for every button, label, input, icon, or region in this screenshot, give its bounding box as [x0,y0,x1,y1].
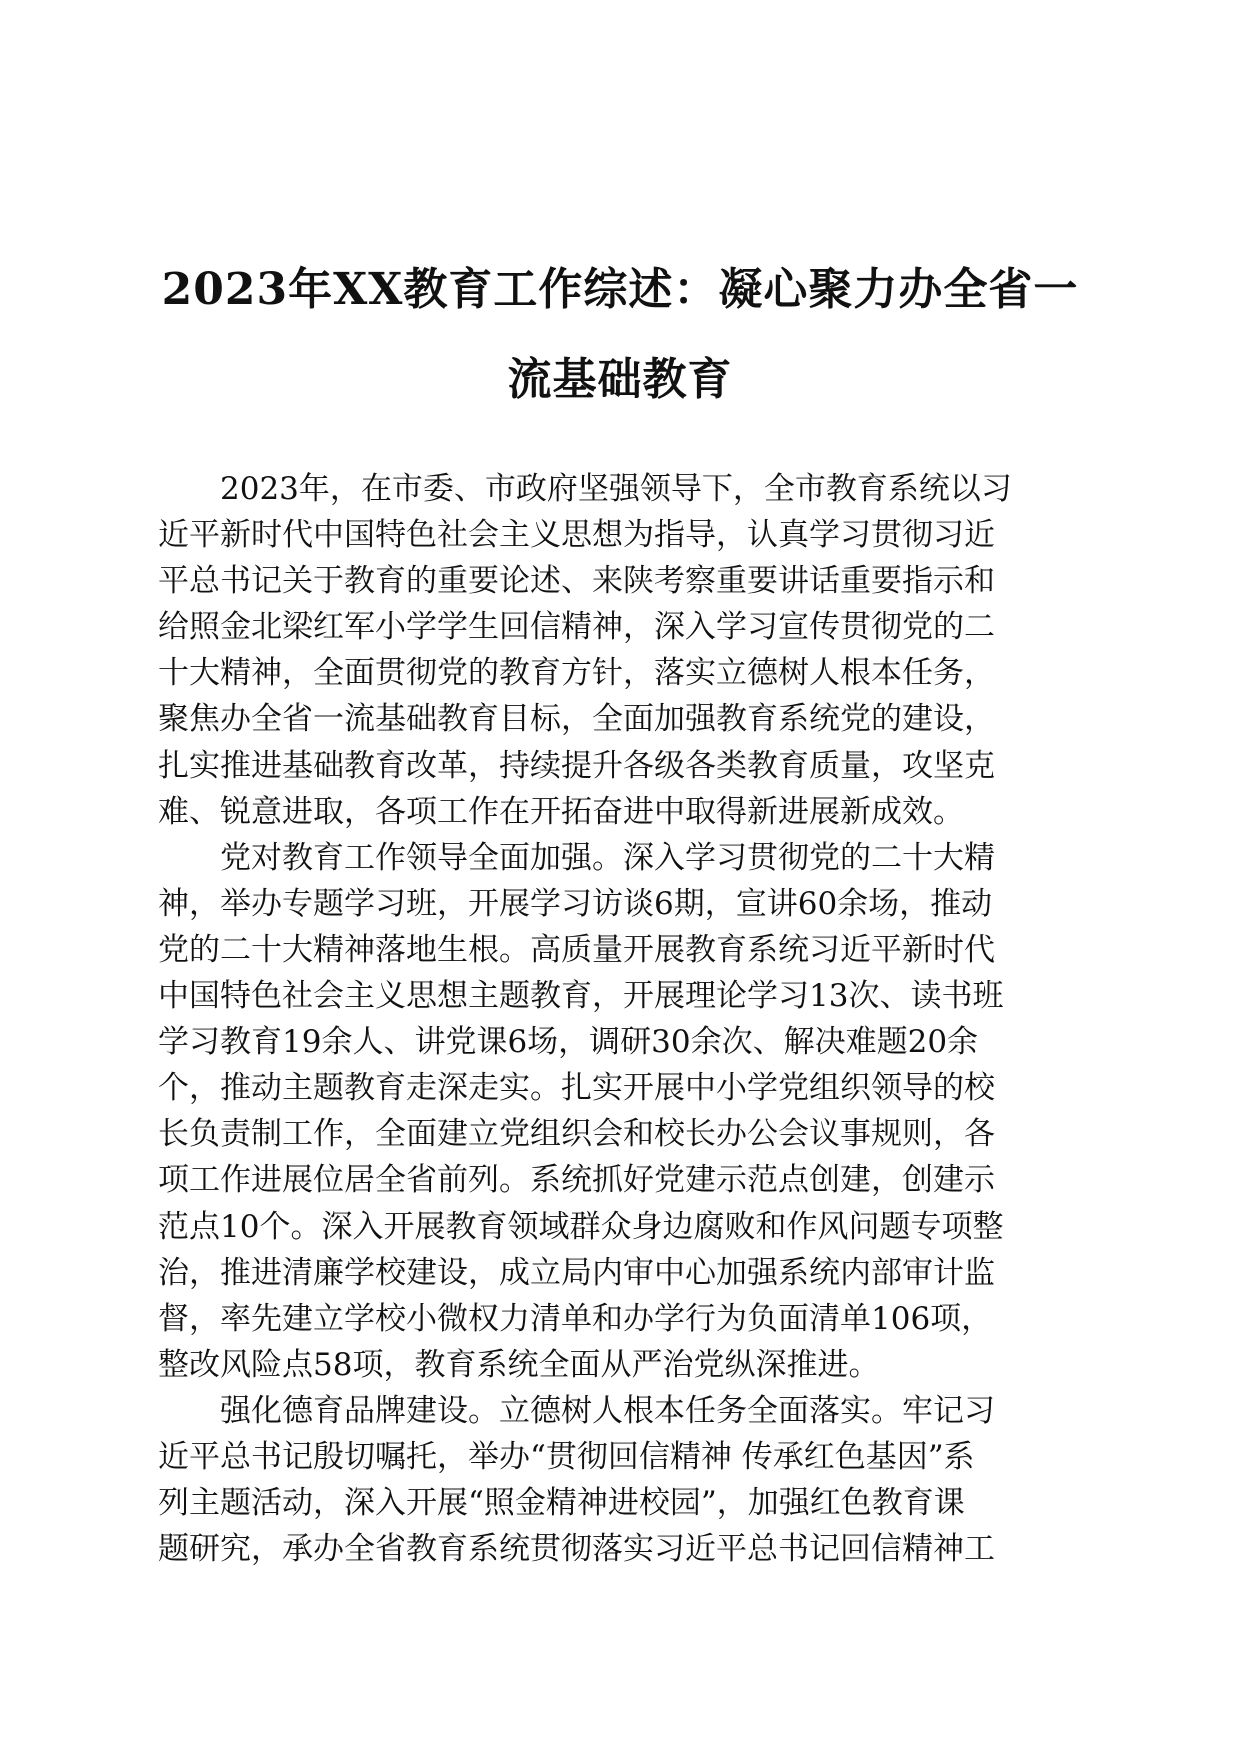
text-line: 近平总书记殷切嘱托，举办“贯彻回信精神 传承红色基因”系 [158,1438,975,1475]
text-line: 范点10个。深入开展教育领域群众身边腐败和作风问题专项整 [158,1208,1004,1245]
text-line: 平总书记关于教育的重要论述、来陕考察重要讲话重要指示和 [158,563,995,600]
text-line: 聚焦办全省一流基础教育目标，全面加强教育系统党的建设， [158,701,995,738]
text-line: 督，率先建立学校小微权力清单和办学行为负面清单106项， [158,1300,993,1337]
text-line: 党对教育工作领导全面加强。深入学习贯彻党的二十大精 [220,839,995,876]
title-line-2: 流基础教育 [507,354,733,405]
text-line: 强化德育品牌建设。立德树人根本任务全面落实。牢记习 [220,1392,995,1429]
text-line: 长负责制工作，全面建立党组织会和校长办公会议事规则，各 [158,1116,995,1153]
text-line: 给照金北梁红军小学学生回信精神，深入学习宣传贯彻党的二 [158,609,995,646]
title-line-1: 2023年XX教育工作综述：凝心聚力办全省一 [161,264,1079,315]
text-line: 题研究，承办全省教育系统贯彻落实习近平总书记回信精神工 [158,1531,995,1568]
text-line: 中国特色社会主义思想主题教育，开展理论学习13次、读书班 [158,978,1004,1015]
text-line: 个，推动主题教育走深走实。扎实开展中小学党组织领导的校 [158,1070,995,1107]
text-line: 治，推进清廉学校建设，成立局内审中心加强系统内部审计监 [158,1254,995,1291]
text-line: 十大精神，全面贯彻党的教育方针，落实立德树人根本任务， [158,655,995,692]
document-body [158,466,1084,1572]
text-line: 整改风险点58项，教育系统全面从严治党纵深推进。 [158,1346,880,1383]
text-line: 项工作进展位居全省前列。系统抓好党建示范点创建，创建示 [158,1162,995,1199]
document-title [140,245,1100,425]
paragraph-moral-education [158,1388,1084,1572]
text-line: 扎实推进基础教育改革，持续提升各级各类教育质量，攻坚克 [158,747,995,784]
text-line: 近平新时代中国特色社会主义思想为指导，认真学习贯彻习近 [158,517,995,554]
text-line: 难、锐意进取，各项工作在开拓奋进中取得新进展新成效。 [158,793,964,830]
text-line: 列主题活动，深入开展“照金精神进校园”，加强红色教育课 [158,1485,965,1522]
text-line: 学习教育19余人、讲党课6场，调研30余次、解决难题20余 [158,1024,979,1061]
paragraph-party-leadership [158,835,1084,1388]
text-line: 2023年，在市委、市政府坚强领导下，全市教育系统以习 [220,471,1012,507]
text-line: 党的二十大精神落地生根。高质量开展教育系统习近平新时代 [158,931,995,968]
paragraph-intro [158,466,1084,835]
text-line: 神，举办专题学习班，开展学习访谈6期，宣讲60余场，推动 [158,885,993,922]
